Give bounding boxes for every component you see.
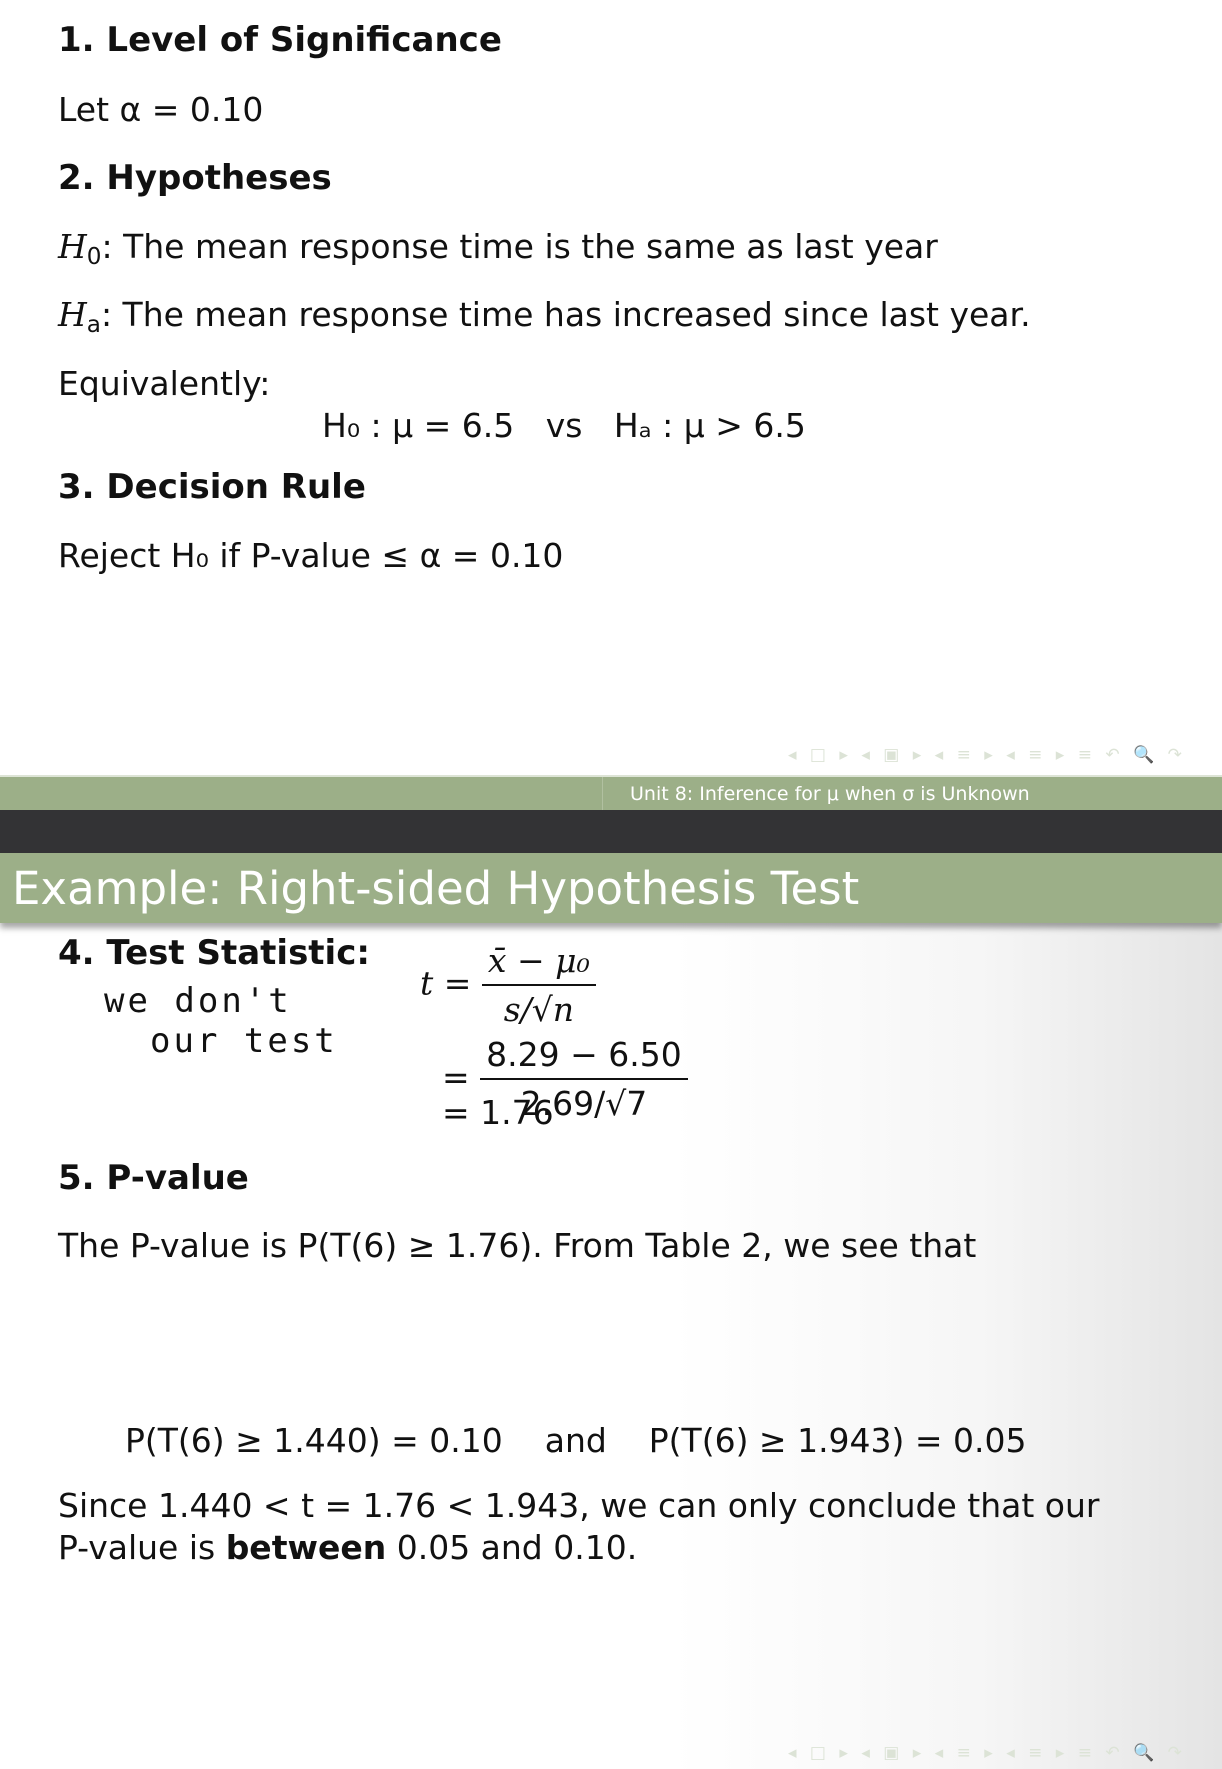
slide-current: [0, 853, 1222, 1769]
hypothesis-equation: H₀ : μ = 6.5 vs Hₐ : μ > 6.5: [322, 406, 806, 445]
ha-subscript: a: [86, 311, 101, 338]
ha-symbol: H: [58, 295, 87, 334]
handwritten-annotation-line2: our test: [150, 1021, 338, 1061]
values-numerator: 8.29 − 6.50: [480, 1035, 688, 1080]
equals-sign: =: [442, 1057, 470, 1097]
step2-heading: 2. Hypotheses: [58, 158, 332, 198]
pvalue-text: The P-value is P(T(6) ≥ 1.76). From Table 2, we see that: [58, 1226, 977, 1265]
handwritten-annotation-line1: we don't: [104, 981, 292, 1021]
step1-text: Let α = 0.10: [58, 90, 264, 129]
footer-left-panel: [0, 777, 603, 811]
conclusion-pre: P-value is: [58, 1528, 226, 1567]
step1-heading: 1. Level of Significance: [58, 20, 502, 60]
beamer-nav-controls[interactable]: ◂ □ ▸ ◂ ▣ ▸ ◂ ≡ ▸ ◂ ≡ ▸ ≡ ↶ 🔍 ↷: [788, 745, 1186, 765]
slide-previous: [0, 0, 1222, 776]
h0-text: : The mean response time is the same as last year: [101, 227, 938, 266]
formula-fraction: [482, 941, 596, 1029]
step3-heading: 3. Decision Rule: [58, 467, 366, 507]
conclusion-line1: Since 1.440 < t = 1.76 < 1.943, we can only conclude that our: [58, 1486, 1100, 1525]
slide-footer: [0, 775, 1222, 811]
conclusion-bold: between: [225, 1528, 387, 1567]
t-label: t =: [420, 963, 472, 1003]
slide-separator: [0, 810, 1222, 853]
t-result: = 1.76: [442, 1093, 554, 1132]
alt-hypothesis: [58, 295, 1031, 338]
footer-title: Unit 8: Inference for μ when σ is Unknown: [630, 783, 1030, 805]
equivalently-label: Equivalently:: [58, 364, 271, 403]
slide-title: Example: Right-sided Hypothesis Test: [12, 862, 860, 915]
conclusion-line2: [58, 1528, 637, 1567]
h0-symbol: H: [58, 227, 87, 266]
conclusion-post: 0.05 and 0.10.: [386, 1528, 638, 1567]
formula-denominator: s/√n: [503, 990, 575, 1029]
table-equation: P(T(6) ≥ 1.440) = 0.10 and P(T(6) ≥ 1.943) = 0.05: [125, 1421, 1027, 1460]
null-hypothesis: [58, 227, 938, 270]
step5-heading: 5. P-value: [58, 1158, 249, 1198]
decision-rule-text: Reject H₀ if P-value ≤ α = 0.10: [58, 536, 564, 575]
beamer-nav-controls-bottom[interactable]: ◂ □ ▸ ◂ ▣ ▸ ◂ ≡ ▸ ◂ ≡ ▸ ≡ ↶ 🔍 ↷: [788, 1743, 1186, 1763]
formula-numerator: x̄ − μ₀: [482, 941, 596, 986]
h0-subscript: 0: [86, 243, 102, 270]
step4-heading: 4. Test Statistic:: [58, 933, 370, 973]
t-formula: [420, 941, 596, 1029]
ha-text: : The mean response time has increased since last year.: [100, 295, 1031, 334]
slide-title-bar: [0, 853, 1222, 923]
values-denominator: 2.69/√7: [520, 1084, 648, 1123]
